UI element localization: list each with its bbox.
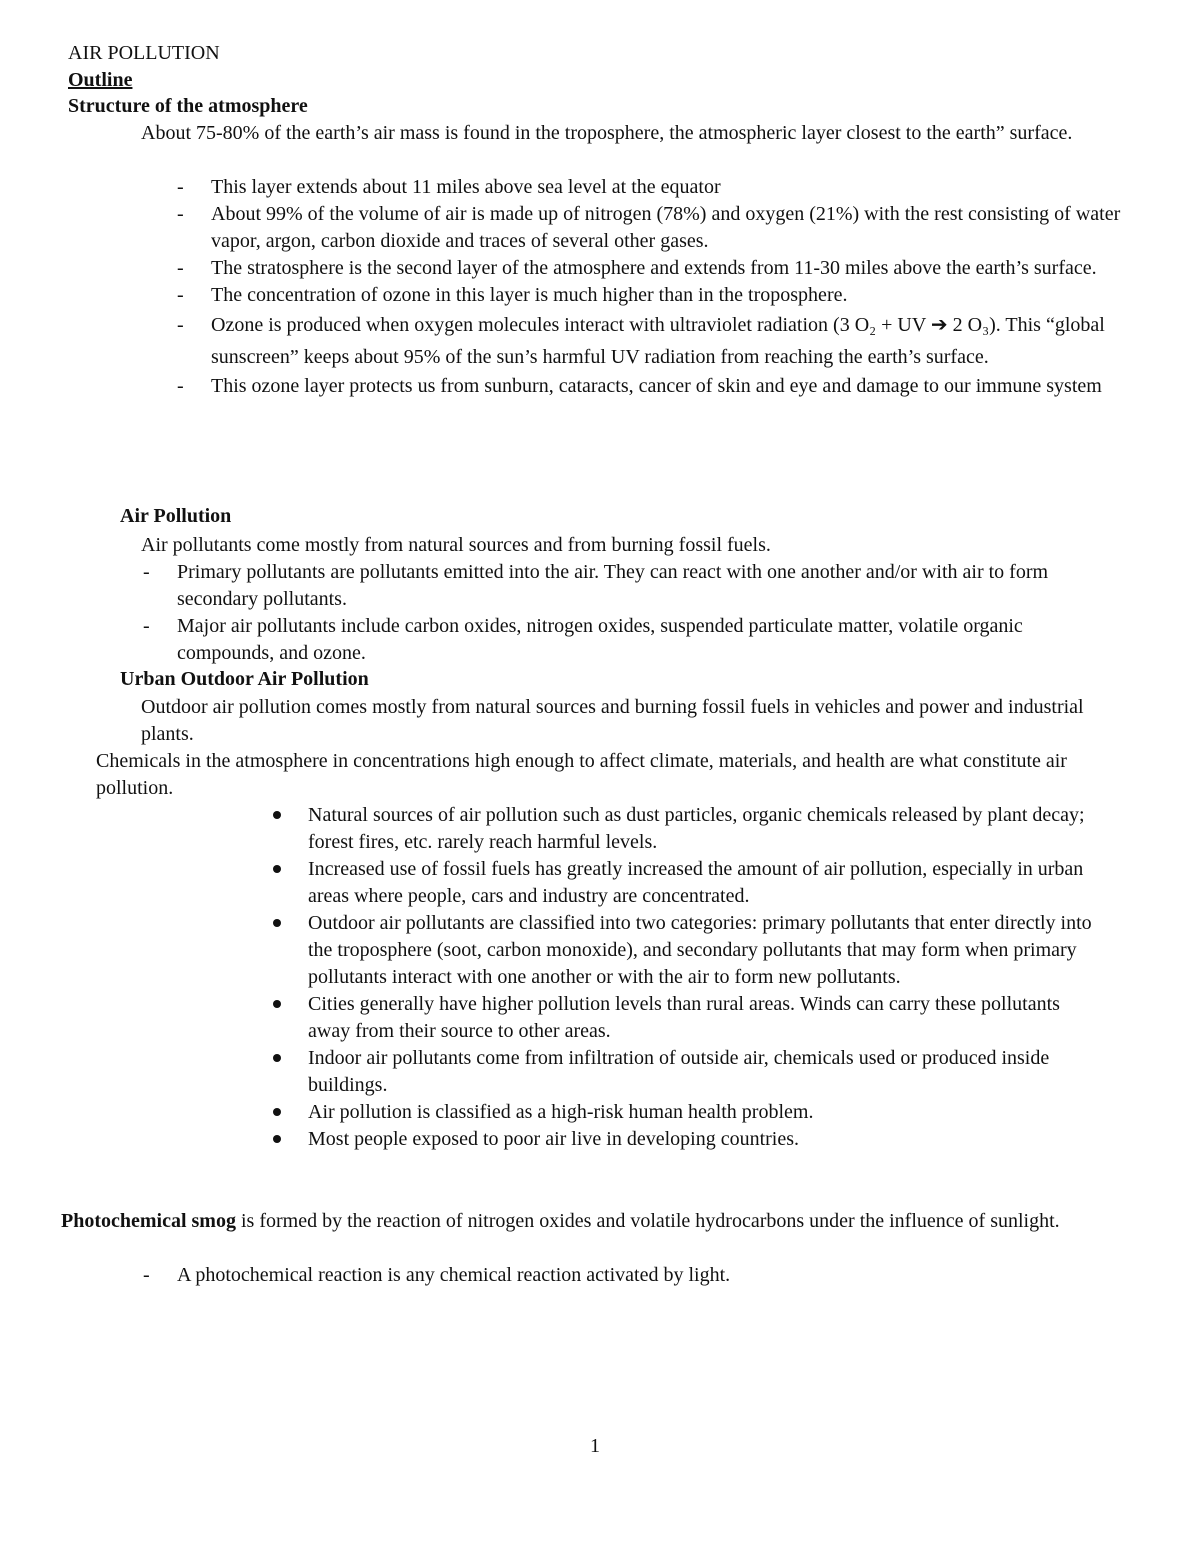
list-item: - About 99% of the volume of air is made up of nitrogen (78%) and oxygen (21%) with the rest consisting of water vapor, argon, carbon dioxide and traces of several other gases. — [141, 201, 1141, 255]
list-item: Indoor air pollutants come from infiltration of outside air, chemicals used or produced inside buildings. — [270, 1045, 1100, 1099]
page-number: 1 — [590, 1435, 600, 1457]
photochemical-smog-paragraph — [61, 1208, 1141, 1235]
section-intro-urban-outdoor: Outdoor air pollution comes mostly from natural sources and burning fossil fuels in vehicles and power and industrial plants. — [141, 696, 1084, 745]
section-intro-structure: About 75-80% of the earth’s air mass is found in the troposphere, the atmospheric layer closest to the earth” surface. — [141, 122, 1073, 144]
list-item: - The stratosphere is the second layer of the atmosphere and extends from 11-30 miles above the earth’s surface. — [141, 255, 1141, 282]
list-item: Air pollution is classified as a high-risk human health problem. — [270, 1099, 1100, 1126]
list-item: Most people exposed to poor air live in developing countries. — [270, 1126, 1100, 1153]
list-item: - This layer extends about 11 miles above sea level at the equator — [141, 174, 1141, 201]
list-item: - The concentration of ozone in this layer is much higher than in the troposphere. — [141, 282, 1141, 309]
photochemical-bullet-list — [107, 1262, 1007, 1289]
outline-label: Outline — [68, 69, 133, 91]
section-intro-air-pollution: Air pollutants come mostly from natural sources and from burning fossil fuels. — [141, 534, 771, 556]
list-item: Outdoor air pollutants are classified into two categories: primary pollutants that enter directly into the troposphere (soot, carbon monoxide), and secondary pollutants that may form when primary pollutants interact with one another or with the air to form new pollutants. — [270, 910, 1100, 991]
section-heading-structure: Structure of the atmosphere — [68, 95, 308, 117]
list-item: Cities generally have higher pollution levels than rural areas. Winds can carry these pollutants away from their source to other areas. — [270, 991, 1100, 1045]
list-item: Increased use of fossil fuels has greatly increased the amount of air pollution, especially in urban areas where people, cars and industry are concentrated. — [270, 856, 1100, 910]
urban-outdoor-bullet-list — [270, 802, 1100, 1153]
structure-bullet-list — [141, 174, 1141, 400]
list-item: - Ozone is produced when oxygen molecules interact with ultraviolet radiation (3 O₂ + UV ➔ 2 O₃). This “global sunscreen” keeps about 95% of the sun’s harmful UV radiation from reaching the earth’s surface. — [141, 309, 1141, 373]
section-heading-air-pollution: Air Pollution — [120, 505, 232, 527]
list-item: - Primary pollutants are pollutants emitted into the air. They can react with one another and/or with air to form secondary pollutants. — [107, 559, 1107, 613]
list-item: Natural sources of air pollution such as dust particles, organic chemicals released by plant decay; forest fires, etc. rarely reach harmful levels. — [270, 802, 1100, 856]
photochemical-smog-text: is formed by the reaction of nitrogen oxides and volatile hydrocarbons under the influence of sunlight. — [235, 1210, 1060, 1232]
photochemical-smog-term: Photochemical smog — [61, 1210, 236, 1232]
list-item: - This ozone layer protects us from sunburn, cataracts, cancer of skin and eye and damage to our immune system — [141, 373, 1141, 400]
document-title: AIR POLLUTION — [68, 42, 220, 64]
air-pollution-definition: Chemicals in the atmosphere in concentrations high enough to affect climate, materials, and health are what constitute air pollution. — [96, 750, 1067, 799]
section-heading-urban-outdoor: Urban Outdoor Air Pollution — [120, 668, 369, 690]
list-item: - Major air pollutants include carbon oxides, nitrogen oxides, suspended particulate matter, volatile organic compounds, and ozone. — [107, 613, 1107, 667]
list-item: - A photochemical reaction is any chemical reaction activated by light. — [107, 1262, 1007, 1289]
air-pollution-bullet-list — [107, 559, 1107, 667]
